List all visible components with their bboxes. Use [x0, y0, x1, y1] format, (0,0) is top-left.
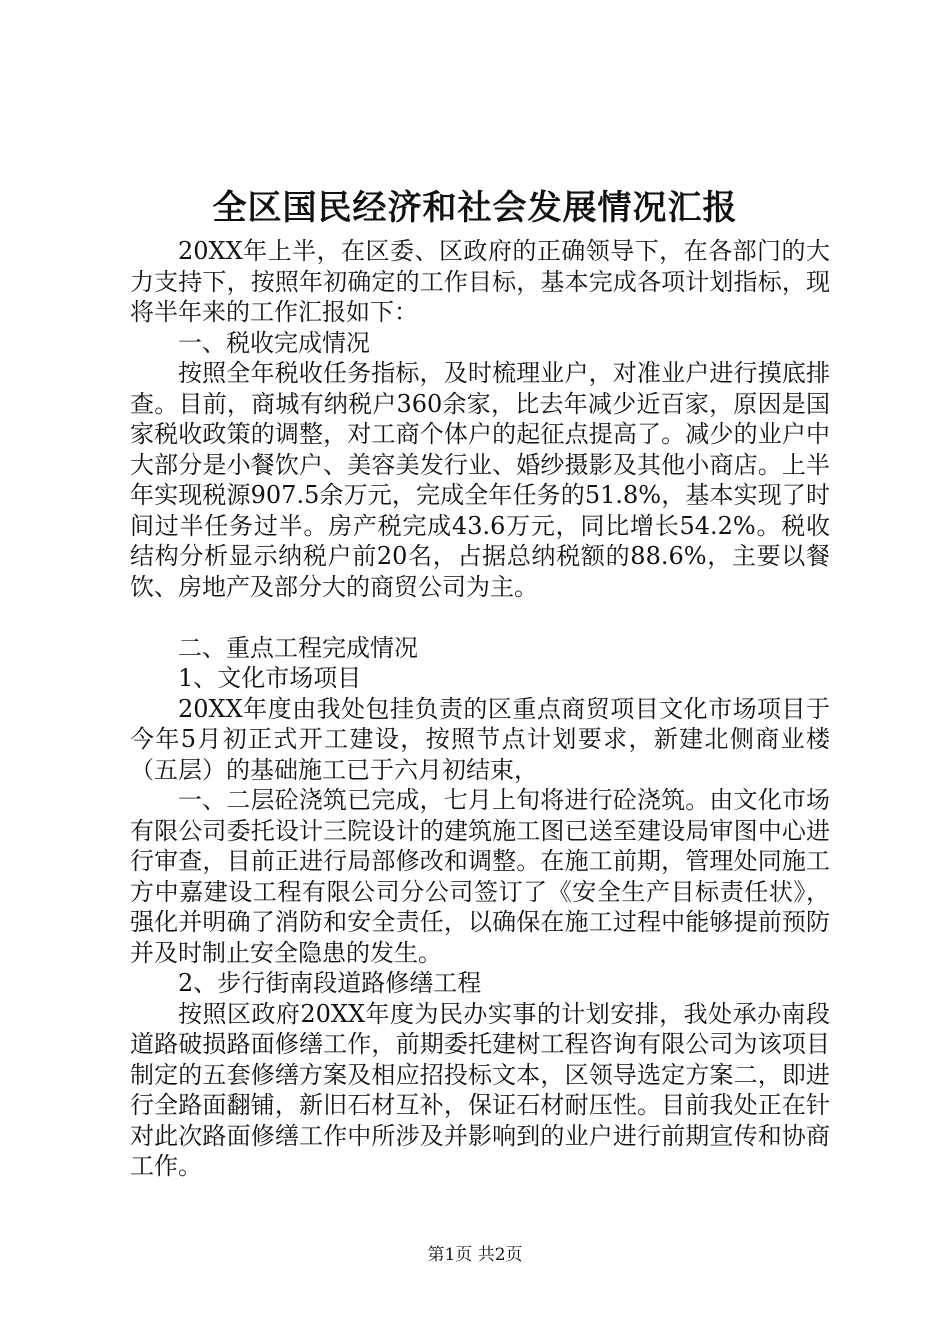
subsection-heading-culture-market: 1、文化市场项目 — [178, 664, 362, 692]
document-body — [130, 236, 830, 1182]
paragraph-spacer — [130, 602, 830, 633]
road-repair-paragraph: 按照区政府20XX年度为民办实事的计划安排，我处承办南段道路破损路面修缮工作，前期委托建树工程咨询有限公司为该项目制定的五套修缮方案及相应招投标文本，区领导选定方案二，即进行全路面翻铺，新旧石材互补，保证石材耐压性。目前我处正在针对此次路面修缮工作中所涉及并影响到的业户进行前期宣传和协商工作。 — [130, 999, 830, 1180]
page-number-footer: 第1页 共2页 — [427, 1245, 523, 1265]
document-title: 全区国民经济和社会发展情况汇报 — [212, 188, 738, 228]
subsection-heading-road-repair: 2、步行街南段道路修缮工程 — [178, 969, 482, 997]
section-heading-projects: 二、重点工程完成情况 — [178, 633, 418, 662]
intro-paragraph: 20XX年上半，在区委、区政府的正确领导下，在各部门的大力支持下，按照年初确定的工作目标，基本完成各项计划指标，现将半年来的工作汇报如下： — [130, 237, 830, 326]
section-heading-tax: 一、税收完成情况 — [178, 328, 370, 357]
construction-paragraph: 一、二层砼浇筑已完成，七月上旬将进行砼浇筑。由文化市场有限公司委托设计三院设计的建筑施工图已送至建设局审图中心进行审查，目前正进行局部修改和调整。在施工前期，管理处同施工方中嘉建设工程有限公司分公司签订了《安全生产目标责任状》，强化并明确了消防和安全责任，以确保在施工过程中能够提前预防并及时制止安全隐患的发生。 — [130, 786, 830, 967]
culture-market-paragraph: 20XX年度由我处包挂负责的区重点商贸项目文化市场项目于今年5月初正式开工建设，按照节点计划要求，新建北侧商业楼（五层）的基础施工已于六月初结束， — [130, 694, 830, 784]
tax-paragraph: 按照全年税收任务指标，及时梳理业户，对准业户进行摸底排查。目前，商城有纳税户360余家，比去年减少近百家，原因是国家税收政策的调整，对工商个体户的起征点提高了。减少的业户中大部分是小餐饮户、美容美发行业、婚纱摄影及其他小商店。上半年实现税源907.5余万元，完成全年任务的51.8%，基本实现了时间过半任务过半。房产税完成43.6万元，同比增长54.2%。税收结构分析显示纳税户前20名，占据总纳税额的88.6%，主要以餐饮、房地产及部分大的商贸公司为主。 — [130, 359, 830, 601]
